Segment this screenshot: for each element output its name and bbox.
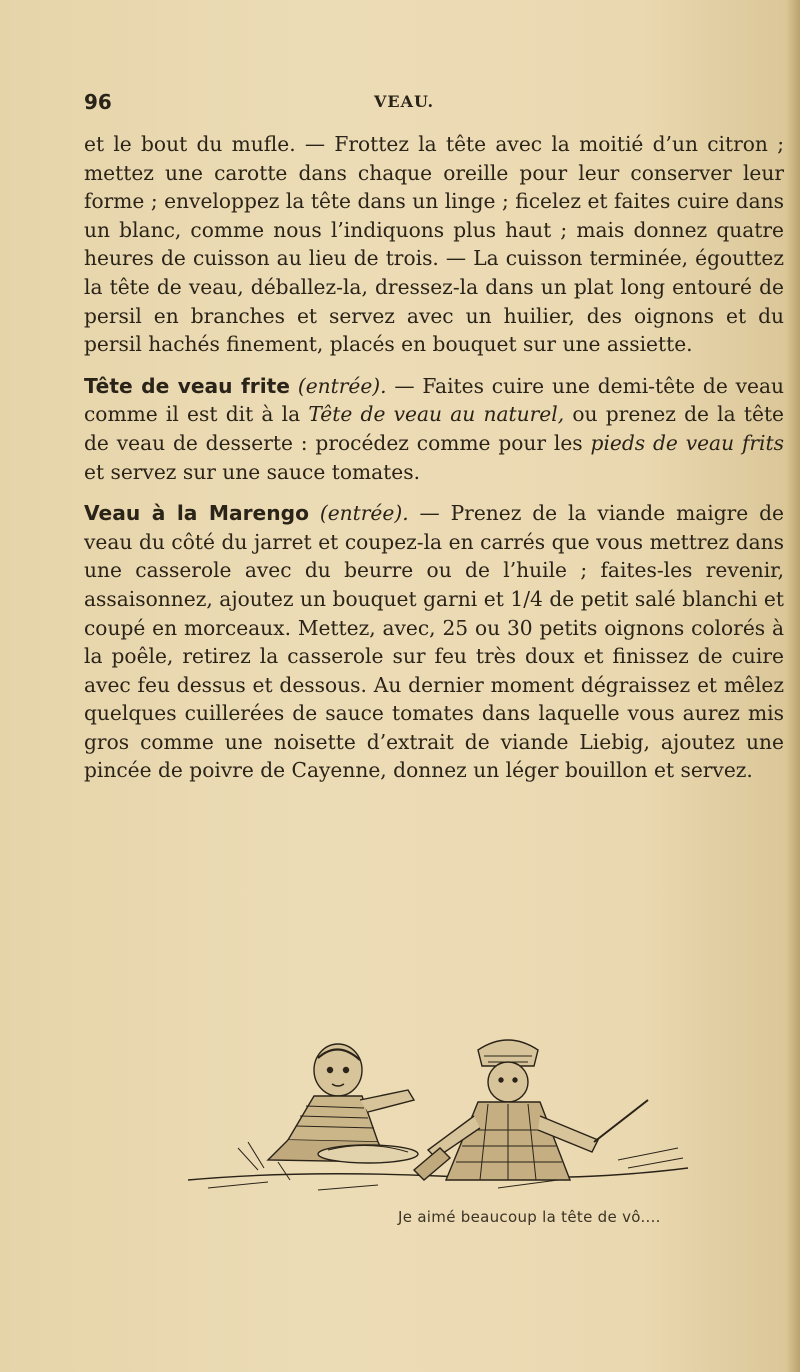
recipe-course: (entrée). [319,501,409,526]
illustration-caption: Je aimé beaucoup la tête de vô.... [398,1208,661,1226]
paragraph-body: et le bout du mufle. — Frottez la tête avec la moitié d’un citron ; mettez une carotte dans chaque oreille pour leur conserver leur forme ; enveloppez la tête dans un linge ; ficelez et faites cuire dans un blanc, comme nous l’indiquons plus haut ; mais donnez quatre heures de cuisson au lieu de trois. — La cuisson terminée, égouttez la tête de veau, déballez-la, dressez-la dans un plat long entouré de persil en branches et servez avec un huilier, des oignons et du persil hachés finement, placés en bouquet sur une assiette. [84,132,784,357]
recipe-tete-de-veau-frite [84,372,784,486]
recipe-text [84,130,784,785]
paragraph-text: — Prenez de la viande maigre de veau du côté du jarret et coupez-la en carrés que vous mettrez dans une casserole avec du beurre ou de l’huile ; faites-les revenir, assaisonnez, ajoutez un bouquet garni et 1/4 de petit salé blanchi et coupé en morceaux. Mettez, avec, 25 ou 30 petits oignons colorés à la poêle, retirez la casserole sur feu très doux et finissez de cuire avec feu dessus et dessous. Au dernier moment dégraissez et mêlez quelques cuillerées de sauce tomates dans laquelle vous aurez mis gros comme une noisette d’extrait de viande Liebig, ajoutez une pincée de poivre de Cayenne, donnez un léger bouillon et servez. [84,501,784,783]
paragraph-text: — Faites cuire une demi-tête de veau comme il est dit à la [84,373,785,427]
running-head: VEAU. [373,92,435,111]
cross-reference: Tête de veau au naturel, [308,402,565,427]
recipe-course: (entrée). [297,373,387,398]
recipe-title: Veau à la Marengo [84,501,309,526]
page-header [84,90,724,116]
recipe-veau-marengo [84,499,784,785]
paragraph-tete-de-veau-suite [84,130,784,359]
page-number: 96 [84,90,112,114]
cross-reference: pieds de veau frits [590,430,784,455]
paragraph-text: et servez sur une sauce tomates. [84,459,420,484]
recipe-title: Tête de veau frite [84,373,290,398]
page-edge-shadow [786,0,800,1372]
paragraph-text: ou prenez de la tête de veau de desserte : procédez comme pour les [84,402,785,455]
engraving-illustration [178,1030,698,1200]
